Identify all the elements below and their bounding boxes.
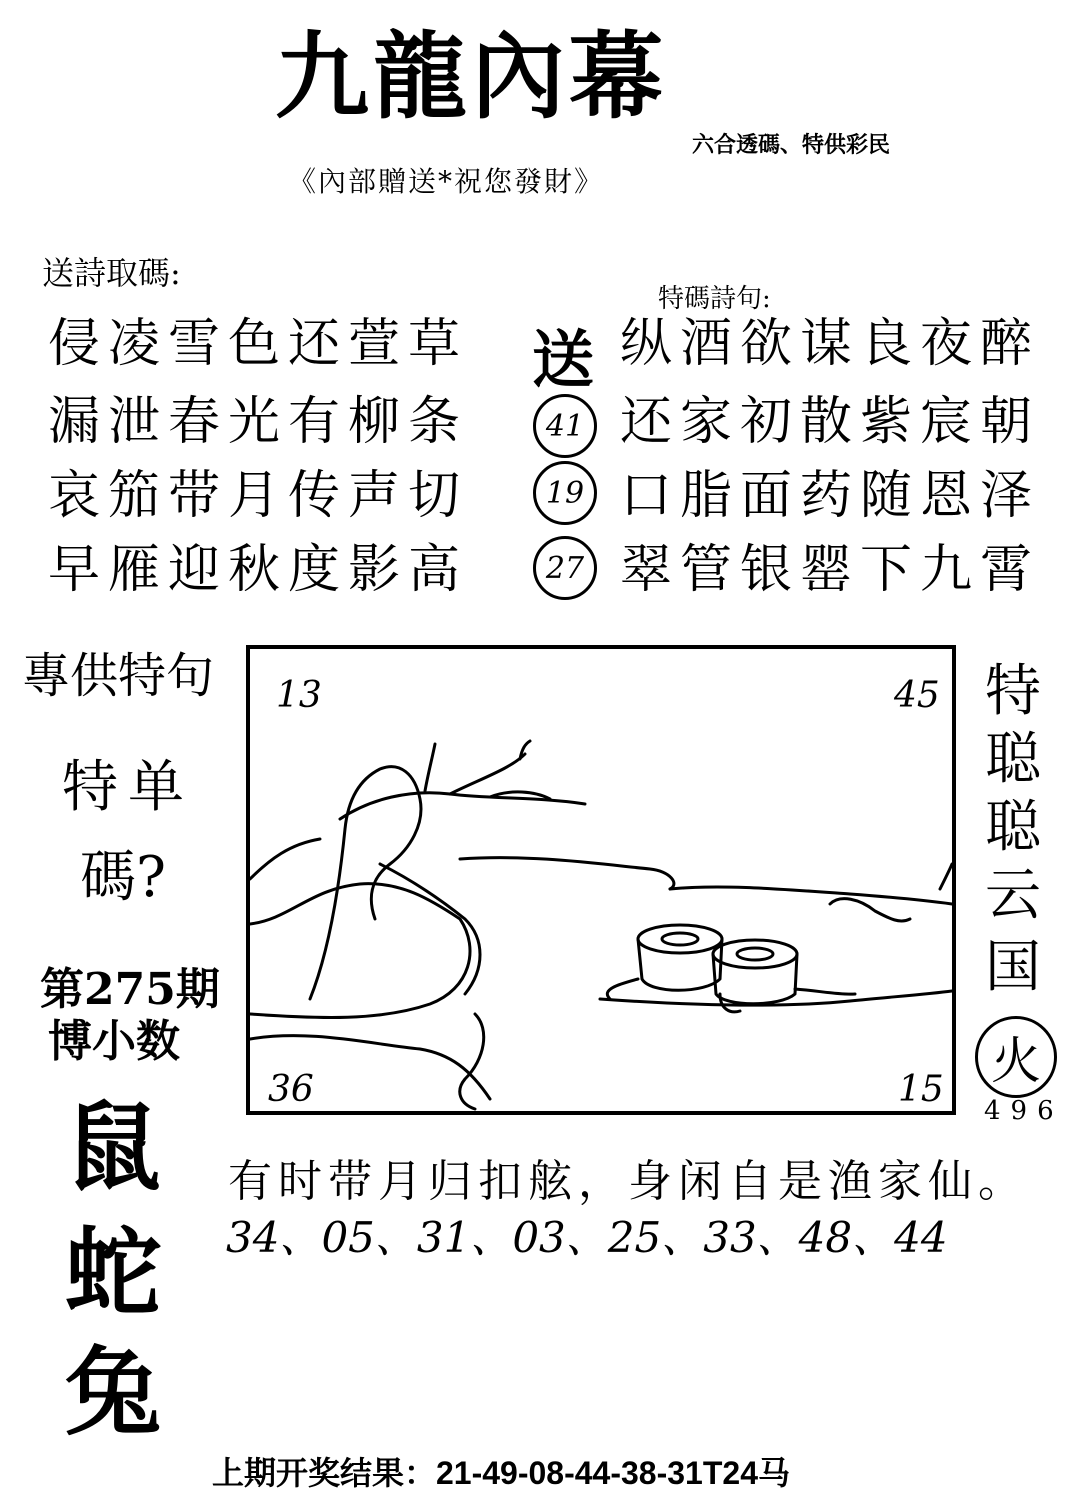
corner-number-bottom-left: 36 [268,1069,314,1110]
corner-number-top-right: 45 [894,675,940,716]
zodiac-char: 鼠 [65,1091,161,1204]
couplet-line: 有时带月归扣舷，身闲自是渔家仙。 [228,1156,1028,1207]
poem-label: 送詩取碼: [42,254,181,292]
special-poem-line: 纵酒欲谋良夜醉 [620,314,1041,374]
special-poem-line: 还家初散紫宸朝 [620,392,1041,452]
picture-frame [246,645,956,1115]
right-char: 云 [985,863,1041,928]
numbers-line: 34、05、31、03、25、33、48、44 [226,1213,948,1262]
poem-line: 哀笳带月传声切 [48,466,469,526]
number-circle: 41 [533,394,597,458]
fire-circle: 火 [975,1016,1057,1098]
corner-number-top-left: 13 [276,675,322,716]
bet-small-label: 博小数 [48,1016,180,1067]
special-poem-line: 口脂面药随恩泽 [620,466,1041,526]
small-number: 496 [984,1096,1064,1126]
issue-number: 第275期 [40,964,220,1015]
code-question: 碼? [80,845,167,910]
tagline: 《內部贈送*祝您發財》 [288,165,605,198]
page-title: 九龍內幕 [275,22,668,132]
zodiac-char: 蛇 [65,1216,161,1329]
title-subtitle: 六合透碼、特供彩民 [692,133,891,158]
single-label: 特单 [62,755,194,820]
landscape-drawing [250,649,952,1111]
number-circle: 27 [533,536,597,600]
number-circle: 19 [533,461,597,525]
special-poem-line: 翠管银罂下九霄 [620,540,1041,600]
right-char: 国 [985,935,1041,1000]
corner-number-bottom-right: 15 [898,1069,944,1110]
poem-line: 侵凌雪色还萱草 [48,314,469,374]
last-result: 上期开奖结果：21-49-08-44-38-31T24马 [212,1455,790,1491]
zodiac-char: 兔 [65,1336,161,1449]
right-char: 特 [985,659,1041,724]
poem-line: 漏泄春光有柳条 [48,392,469,452]
send-char: 送 [532,323,595,396]
poem-line: 早雁迎秋度影高 [48,540,469,600]
right-char: 聪 [985,795,1041,860]
right-char: 聪 [985,727,1041,792]
special-poem-label: 特碼詩句: [658,284,771,314]
special-phrase: 專供特句 [22,648,215,704]
